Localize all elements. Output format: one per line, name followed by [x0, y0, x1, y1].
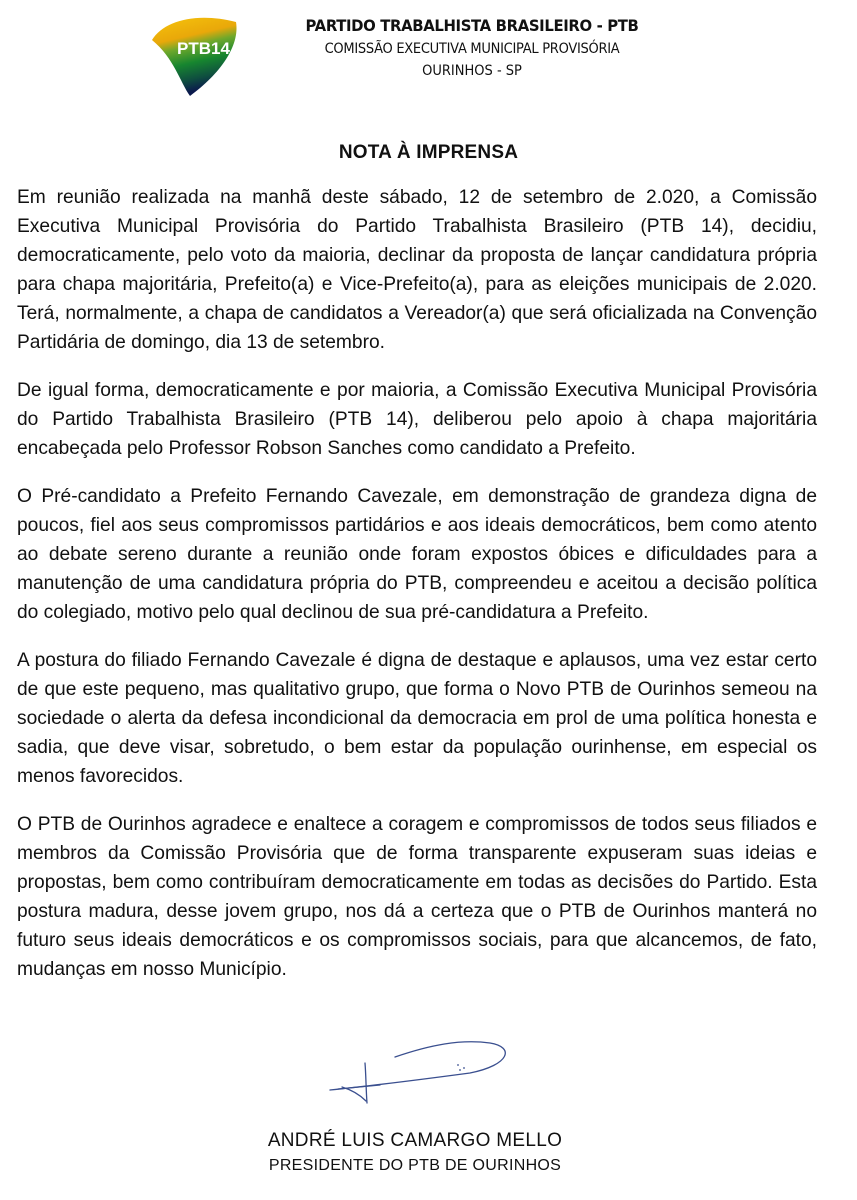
document-title: NOTA À IMPRENSA: [338, 142, 519, 163]
logo-text: PTB14: [177, 39, 230, 58]
ptb-logo-icon: [150, 12, 242, 98]
signatory-role: PRESIDENTE DO PTB DE OURINHOS: [268, 1157, 562, 1174]
commission-name: COMISSÃO EXECUTIVA MUNICIPAL PROVISÓRIA: [324, 41, 620, 57]
paragraph: Em reunião realizada na manhã deste sábado, 12 de setembro de 2.020, a Comissão Executiva Municipal Provisória do Partido Trabalhista Brasileiro (PTB 14), decidiu, democraticamente, pelo voto da maioria, declinar da proposta de lançar candidatura própria para chapa majoritária, Prefeito(a) e Vice-Prefeito(a), para as eleições municipais de 2.020. Terá, normalmente, a chapa de candidatos a Vereador(a) que será oficializada na Convenção Partidária de domingo, dia 13 de setembro.: [17, 187, 817, 353]
paragraph: A postura do filiado Fernando Cavezale é digna de destaque e aplausos, uma vez estar certo de que este pequeno, mas qualitativo grupo, que forma o Novo PTB de Ourinhos semeou na sociedade o alerta da defesa incondicional da democracia em prol de uma política honesta e sadia, que deve visar, sobretudo, o bem estar da população ourinhense, em especial os menos favorecidos.: [17, 650, 817, 787]
party-name: PARTIDO TRABALHISTA BRASILEIRO - PTB: [305, 16, 639, 35]
letterhead: [0, 0, 857, 110]
paragraph: De igual forma, democraticamente e por maioria, a Comissão Executiva Municipal Provisória do Partido Trabalhista Brasileiro (PTB 14), deliberou pelo apoio à chapa majoritária encabeçada pelo Professor Robson Sanches como candidato a Prefeito.: [17, 380, 817, 459]
press-note-body: [17, 183, 817, 1003]
letterhead-text: [262, 14, 682, 82]
paragraph: O PTB de Ourinhos agradece e enaltece a coragem e compromissos de todos seus filiados e membros da Comissão Provisória que de forma transparente expuseram suas ideias e propostas, bem como contribuíram democraticamente em todas as decisões do Partido. Esta postura madura, desse jovem grupo, nos dá a certeza que o PTB de Ourinhos manterá no futuro seus ideais democráticos e os compromissos sociais, para que alcancemos, de fato, mudanças em nosso Município.: [17, 814, 817, 980]
handwritten-signature: [320, 1035, 520, 1105]
city-name: OURINHOS - SP: [422, 63, 522, 79]
paragraph: O Pré-candidato a Prefeito Fernando Cavezale, em demonstração de grandeza digna de poucos, fiel aos seus compromissos partidários e aos ideais democráticos, bem como atento ao debate sereno durante a reunião onde foram expostos óbices e dificuldades para a manutenção de uma candidatura própria do PTB, compreendeu e aceitou a decisão política do colegiado, motivo pelo qual declinou de sua pré-candidatura a Prefeito.: [17, 486, 817, 623]
signatory-name: ANDRÉ LUIS CAMARGO MELLO: [267, 1130, 563, 1151]
